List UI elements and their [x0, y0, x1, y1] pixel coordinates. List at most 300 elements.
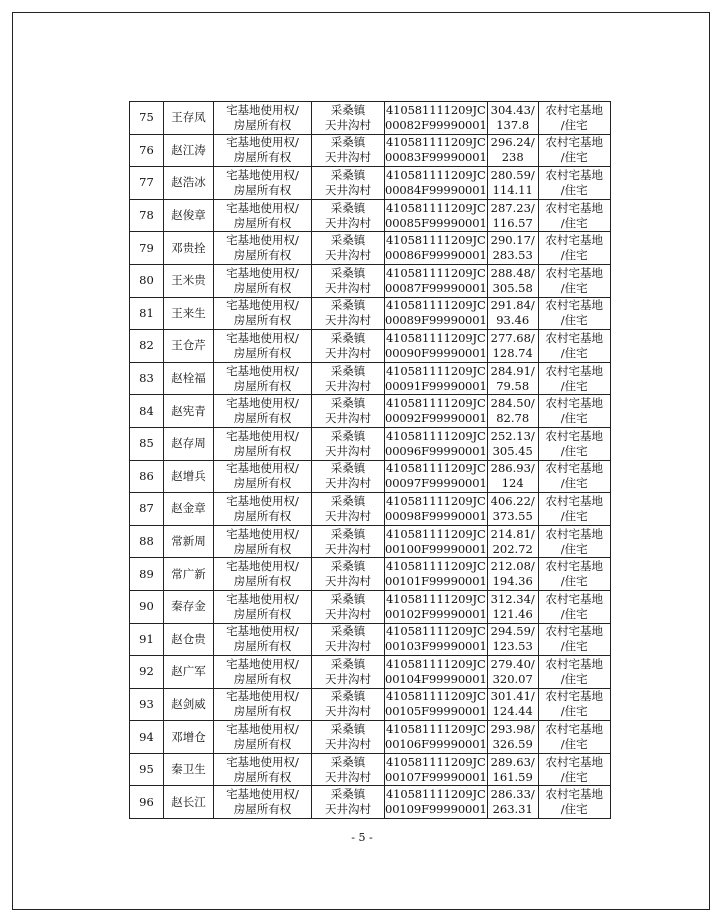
cell-usage-line: 农村宅基地 — [545, 754, 603, 769]
cell-area — [487, 525, 538, 558]
cell-right-type-line: 宅基地使用权/ — [226, 656, 299, 671]
cell-usage-line: 农村宅基地 — [545, 330, 603, 345]
cell-unit-code — [385, 330, 488, 363]
cell-unit-code-line: 00102F99990001 — [385, 606, 487, 621]
cell-number — [130, 493, 164, 526]
cell-area-line: 212.08/ — [490, 559, 535, 574]
cell-usage-line: /住宅 — [560, 574, 588, 589]
cell-usage — [538, 362, 610, 395]
cell-unit-code — [385, 427, 488, 460]
cell-owner-name — [164, 362, 214, 395]
cell-usage-line: /住宅 — [560, 150, 588, 165]
cell-area-line: 238 — [501, 150, 524, 165]
table-row — [130, 623, 611, 656]
cell-owner-name-line: 常新周 — [171, 534, 206, 549]
cell-location — [312, 460, 385, 493]
cell-unit-code — [385, 623, 488, 656]
cell-location-line: 采桑镇 — [330, 493, 366, 508]
cell-area-line: 123.53 — [492, 639, 533, 654]
cell-number-line: 75 — [139, 110, 154, 125]
cell-unit-code-line: 00109F99990001 — [385, 802, 487, 817]
cell-area — [487, 493, 538, 526]
cell-area-line: 294.59/ — [490, 624, 535, 639]
cell-location — [312, 102, 385, 135]
cell-usage-line: 农村宅基地 — [545, 298, 603, 313]
cell-unit-code — [385, 297, 488, 330]
cell-right-type-line: 房屋所有权 — [233, 769, 292, 784]
cell-unit-code — [385, 786, 488, 819]
cell-area-line: 304.43/ — [490, 102, 535, 117]
cell-right-type-line: 房屋所有权 — [233, 345, 292, 360]
cell-unit-code — [385, 395, 488, 428]
cell-owner-name — [164, 232, 214, 265]
table-row — [130, 297, 611, 330]
cell-area — [487, 590, 538, 623]
cell-right-type-line: 房屋所有权 — [233, 541, 292, 556]
cell-area-line: 214.81/ — [490, 526, 535, 541]
cell-area-line: 252.13/ — [490, 428, 535, 443]
table-row — [130, 330, 611, 363]
cell-owner-name — [164, 167, 214, 200]
cell-location — [312, 753, 385, 786]
cell-area — [487, 297, 538, 330]
cell-area-line: 124.44 — [492, 704, 533, 719]
cell-right-type-line: 宅基地使用权/ — [226, 559, 299, 574]
cell-location — [312, 590, 385, 623]
cell-owner-name-line: 秦存金 — [171, 599, 206, 614]
cell-location-line: 采桑镇 — [330, 265, 366, 280]
table-row — [130, 232, 611, 265]
cell-unit-code — [385, 264, 488, 297]
cell-unit-code-line: 00104F99990001 — [385, 671, 487, 686]
cell-right-type-line: 房屋所有权 — [233, 671, 292, 686]
cell-number — [130, 102, 164, 135]
cell-unit-code-line: 410581111209JC — [385, 233, 486, 248]
cell-owner-name-line: 赵俊章 — [171, 208, 206, 223]
cell-unit-code-line: 00098F99990001 — [385, 508, 487, 523]
cell-number — [130, 623, 164, 656]
cell-right-type-line: 宅基地使用权/ — [226, 298, 299, 313]
cell-location-line: 天井沟村 — [325, 345, 371, 360]
cell-owner-name-line: 王来生 — [171, 305, 206, 320]
cell-owner-name — [164, 427, 214, 460]
cell-usage-line: 农村宅基地 — [545, 135, 603, 150]
cell-location-line: 天井沟村 — [325, 541, 371, 556]
cell-location — [312, 297, 385, 330]
cell-right-type-line: 宅基地使用权/ — [226, 526, 299, 541]
table-row — [130, 493, 611, 526]
cell-location-line: 天井沟村 — [325, 769, 371, 784]
table-row — [130, 427, 611, 460]
cell-owner-name — [164, 656, 214, 689]
cell-right-type-line: 房屋所有权 — [233, 117, 292, 132]
cell-owner-name — [164, 330, 214, 363]
cell-right-type — [214, 656, 312, 689]
cell-usage — [538, 688, 610, 721]
cell-area-line: 284.91/ — [490, 363, 535, 378]
cell-unit-code-line: 00100F99990001 — [385, 541, 487, 556]
cell-owner-name-line: 赵存周 — [171, 436, 206, 451]
cell-location-line: 天井沟村 — [325, 248, 371, 263]
cell-location-line: 天井沟村 — [325, 606, 371, 621]
cell-location-line: 采桑镇 — [330, 135, 366, 150]
cell-unit-code-line: 410581111209JC — [385, 135, 486, 150]
cell-right-type-line: 房屋所有权 — [233, 182, 292, 197]
cell-area-line: 114.11 — [492, 182, 533, 197]
cell-unit-code-line: 410581111209JC — [385, 167, 486, 182]
cell-unit-code-line: 410581111209JC — [385, 787, 486, 802]
cell-unit-code — [385, 362, 488, 395]
cell-owner-name — [164, 753, 214, 786]
cell-usage-line: /住宅 — [560, 378, 588, 393]
cell-unit-code-line: 410581111209JC — [385, 363, 486, 378]
cell-usage — [538, 558, 610, 591]
cell-number-line: 86 — [139, 468, 154, 483]
cell-right-type-line: 宅基地使用权/ — [226, 102, 299, 117]
cell-unit-code-line: 410581111209JC — [385, 330, 486, 345]
table-row — [130, 721, 611, 754]
cell-area-line: 301.41/ — [490, 689, 535, 704]
cell-usage-line: /住宅 — [560, 476, 588, 491]
cell-unit-code-line: 00084F99990001 — [385, 182, 487, 197]
cell-right-type-line: 房屋所有权 — [233, 313, 292, 328]
cell-unit-code-line: 410581111209JC — [385, 689, 486, 704]
cell-area-line: 280.59/ — [490, 167, 535, 182]
cell-owner-name-line: 王米贵 — [171, 273, 206, 288]
cell-usage — [538, 297, 610, 330]
cell-usage — [538, 753, 610, 786]
cell-usage-line: /住宅 — [560, 606, 588, 621]
cell-area-line: 288.48/ — [490, 265, 535, 280]
cell-usage-line: /住宅 — [560, 443, 588, 458]
cell-right-type-line: 房屋所有权 — [233, 476, 292, 491]
cell-unit-code-line: 410581111209JC — [385, 624, 486, 639]
table-row — [130, 102, 611, 135]
cell-unit-code-line: 410581111209JC — [385, 559, 486, 574]
cell-owner-name-line: 赵浩冰 — [171, 175, 206, 190]
table-body — [130, 102, 611, 819]
cell-location — [312, 656, 385, 689]
cell-usage-line: 农村宅基地 — [545, 363, 603, 378]
cell-location-line: 天井沟村 — [325, 215, 371, 230]
cell-location — [312, 232, 385, 265]
cell-unit-code-line: 00091F99990001 — [385, 378, 487, 393]
cell-owner-name — [164, 134, 214, 167]
cell-usage — [538, 427, 610, 460]
cell-number — [130, 199, 164, 232]
cell-area — [487, 395, 538, 428]
cell-usage-line: /住宅 — [560, 313, 588, 328]
cell-usage — [538, 590, 610, 623]
cell-number — [130, 656, 164, 689]
cell-number-line: 78 — [139, 208, 154, 223]
cell-unit-code-line: 410581111209JC — [385, 591, 486, 606]
cell-area-line: 79.58 — [496, 378, 530, 393]
cell-owner-name — [164, 525, 214, 558]
table-row — [130, 134, 611, 167]
cell-location — [312, 330, 385, 363]
cell-usage-line: /住宅 — [560, 117, 588, 132]
cell-unit-code-line: 410581111209JC — [385, 722, 486, 737]
cell-right-type — [214, 395, 312, 428]
cell-owner-name-line: 赵宪青 — [171, 403, 206, 418]
cell-location — [312, 199, 385, 232]
cell-usage-line: 农村宅基地 — [545, 689, 603, 704]
cell-number — [130, 460, 164, 493]
cell-right-type — [214, 721, 312, 754]
cell-unit-code-line: 00090F99990001 — [385, 345, 487, 360]
cell-area-line: 373.55 — [492, 508, 533, 523]
cell-location-line: 天井沟村 — [325, 476, 371, 491]
cell-owner-name-line: 赵江涛 — [171, 142, 206, 157]
cell-unit-code — [385, 167, 488, 200]
cell-location-line: 采桑镇 — [330, 363, 366, 378]
cell-usage — [538, 134, 610, 167]
cell-right-type-line: 宅基地使用权/ — [226, 330, 299, 345]
cell-number — [130, 167, 164, 200]
cell-unit-code-line: 00097F99990001 — [385, 476, 487, 491]
cell-number — [130, 264, 164, 297]
cell-owner-name — [164, 786, 214, 819]
cell-area-line: 284.50/ — [490, 396, 535, 411]
cell-usage — [538, 656, 610, 689]
cell-location — [312, 427, 385, 460]
cell-usage-line: /住宅 — [560, 508, 588, 523]
cell-unit-code-line: 410581111209JC — [385, 461, 486, 476]
cell-location — [312, 688, 385, 721]
cell-right-type — [214, 427, 312, 460]
cell-owner-name — [164, 395, 214, 428]
cell-usage-line: 农村宅基地 — [545, 559, 603, 574]
cell-location — [312, 362, 385, 395]
cell-right-type — [214, 460, 312, 493]
cell-owner-name — [164, 102, 214, 135]
cell-area-line: 82.78 — [496, 411, 530, 426]
cell-number — [130, 362, 164, 395]
cell-owner-name-line: 赵仓贵 — [171, 631, 206, 646]
cell-number-line: 93 — [139, 696, 154, 711]
cell-right-type-line: 宅基地使用权/ — [226, 461, 299, 476]
cell-location-line: 采桑镇 — [330, 396, 366, 411]
cell-usage-line: /住宅 — [560, 345, 588, 360]
cell-location-line: 天井沟村 — [325, 639, 371, 654]
cell-unit-code-line: 410581111209JC — [385, 298, 486, 313]
cell-unit-code-line: 00096F99990001 — [385, 443, 487, 458]
cell-location-line: 采桑镇 — [330, 689, 366, 704]
cell-usage — [538, 264, 610, 297]
cell-usage-line: /住宅 — [560, 671, 588, 686]
cell-owner-name-line: 邓贵拴 — [171, 240, 206, 255]
cell-area-line: 287.23/ — [490, 200, 535, 215]
cell-owner-name-line: 赵金章 — [171, 501, 206, 516]
cell-right-type-line: 宅基地使用权/ — [226, 689, 299, 704]
cell-usage-line: /住宅 — [560, 182, 588, 197]
cell-location-line: 天井沟村 — [325, 704, 371, 719]
table-row — [130, 753, 611, 786]
cell-number-line: 79 — [139, 240, 154, 255]
cell-number — [130, 558, 164, 591]
cell-area-line: 124 — [501, 476, 524, 491]
cell-number-line: 94 — [139, 729, 154, 744]
cell-usage-line: 农村宅基地 — [545, 265, 603, 280]
cell-location-line: 天井沟村 — [325, 443, 371, 458]
cell-usage-line: /住宅 — [560, 769, 588, 784]
cell-usage-line: 农村宅基地 — [545, 591, 603, 606]
cell-usage — [538, 786, 610, 819]
cell-unit-code-line: 410581111209JC — [385, 102, 486, 117]
cell-location-line: 天井沟村 — [325, 150, 371, 165]
cell-area — [487, 167, 538, 200]
cell-right-type — [214, 362, 312, 395]
cell-unit-code — [385, 753, 488, 786]
cell-owner-name-line: 赵增兵 — [171, 468, 206, 483]
cell-owner-name — [164, 558, 214, 591]
cell-right-type — [214, 297, 312, 330]
cell-usage — [538, 493, 610, 526]
cell-usage-line: 农村宅基地 — [545, 624, 603, 639]
cell-number — [130, 753, 164, 786]
cell-usage-line: /住宅 — [560, 639, 588, 654]
cell-unit-code-line: 410581111209JC — [385, 754, 486, 769]
cell-right-type-line: 宅基地使用权/ — [226, 135, 299, 150]
page-number: - 5 - — [351, 831, 373, 844]
cell-area — [487, 623, 538, 656]
cell-area-line: 320.07 — [492, 671, 533, 686]
cell-unit-code — [385, 656, 488, 689]
cell-usage-line: /住宅 — [560, 280, 588, 295]
cell-right-type-line: 房屋所有权 — [233, 411, 292, 426]
cell-number — [130, 232, 164, 265]
cell-number — [130, 427, 164, 460]
cell-owner-name-line: 赵栓福 — [171, 371, 206, 386]
cell-area — [487, 460, 538, 493]
table-row — [130, 656, 611, 689]
cell-area — [487, 721, 538, 754]
cell-number-line: 88 — [139, 534, 154, 549]
cell-area — [487, 134, 538, 167]
cell-location — [312, 264, 385, 297]
cell-owner-name-line: 王仓芹 — [171, 338, 206, 353]
cell-area-line: 279.40/ — [490, 656, 535, 671]
table-row — [130, 199, 611, 232]
cell-number — [130, 786, 164, 819]
cell-area — [487, 786, 538, 819]
cell-area-line: 283.53 — [492, 248, 533, 263]
cell-number — [130, 395, 164, 428]
cell-unit-code — [385, 590, 488, 623]
cell-area-line: 202.72 — [492, 541, 533, 556]
cell-location-line: 天井沟村 — [325, 574, 371, 589]
cell-unit-code — [385, 525, 488, 558]
cell-unit-code — [385, 460, 488, 493]
cell-usage-line: /住宅 — [560, 215, 588, 230]
cell-unit-code-line: 410581111209JC — [385, 656, 486, 671]
cell-location-line: 采桑镇 — [330, 722, 366, 737]
cell-unit-code-line: 410581111209JC — [385, 526, 486, 541]
cell-number — [130, 525, 164, 558]
cell-number — [130, 590, 164, 623]
cell-location-line: 采桑镇 — [330, 167, 366, 182]
cell-unit-code-line: 00107F99990001 — [385, 769, 487, 784]
cell-location-line: 天井沟村 — [325, 182, 371, 197]
table-row — [130, 395, 611, 428]
cell-location-line: 采桑镇 — [330, 233, 366, 248]
cell-area-line: 277.68/ — [490, 330, 535, 345]
cell-unit-code-line: 410581111209JC — [385, 428, 486, 443]
table-row — [130, 167, 611, 200]
cell-right-type-line: 宅基地使用权/ — [226, 493, 299, 508]
cell-usage — [538, 232, 610, 265]
cell-usage-line: /住宅 — [560, 248, 588, 263]
cell-location-line: 采桑镇 — [330, 559, 366, 574]
cell-area — [487, 199, 538, 232]
cell-usage-line: 农村宅基地 — [545, 461, 603, 476]
cell-area-line: 263.31 — [492, 802, 533, 817]
cell-right-type — [214, 688, 312, 721]
cell-location-line: 天井沟村 — [325, 671, 371, 686]
cell-location-line: 天井沟村 — [325, 802, 371, 817]
cell-area — [487, 232, 538, 265]
cell-right-type — [214, 264, 312, 297]
cell-area — [487, 688, 538, 721]
cell-owner-name — [164, 264, 214, 297]
cell-location — [312, 395, 385, 428]
cell-right-type-line: 房屋所有权 — [233, 606, 292, 621]
cell-usage-line: 农村宅基地 — [545, 526, 603, 541]
cell-location-line: 采桑镇 — [330, 298, 366, 313]
cell-location — [312, 493, 385, 526]
table-row — [130, 558, 611, 591]
table-row — [130, 362, 611, 395]
cell-right-type-line: 宅基地使用权/ — [226, 396, 299, 411]
cell-area-line: 137.8 — [496, 117, 530, 132]
cell-number-line: 76 — [139, 142, 154, 157]
cell-area-line: 161.59 — [492, 769, 533, 784]
cell-area — [487, 362, 538, 395]
cell-unit-code-line: 410581111209JC — [385, 493, 486, 508]
cell-owner-name-line: 赵剑威 — [171, 696, 206, 711]
cell-owner-name-line: 常广新 — [171, 566, 206, 581]
cell-location — [312, 786, 385, 819]
cell-right-type-line: 宅基地使用权/ — [226, 363, 299, 378]
cell-right-type — [214, 232, 312, 265]
cell-right-type — [214, 167, 312, 200]
cell-unit-code-line: 00092F99990001 — [385, 411, 487, 426]
cell-area-line: 293.98/ — [490, 722, 535, 737]
cell-number — [130, 134, 164, 167]
cell-unit-code-line: 00105F99990001 — [385, 704, 487, 719]
cell-owner-name-line: 王存凤 — [171, 110, 206, 125]
cell-area — [487, 753, 538, 786]
cell-number — [130, 330, 164, 363]
cell-location-line: 天井沟村 — [325, 411, 371, 426]
cell-location — [312, 167, 385, 200]
cell-usage — [538, 460, 610, 493]
cell-unit-code-line: 410581111209JC — [385, 200, 486, 215]
cell-area — [487, 330, 538, 363]
cell-right-type-line: 房屋所有权 — [233, 802, 292, 817]
cell-area — [487, 656, 538, 689]
cell-number-line: 81 — [139, 305, 154, 320]
cell-unit-code — [385, 721, 488, 754]
cell-right-type-line: 房屋所有权 — [233, 215, 292, 230]
cell-unit-code-line: 00083F99990001 — [385, 150, 487, 165]
cell-unit-code-line: 00087F99990001 — [385, 280, 487, 295]
cell-area-line: 406.22/ — [490, 493, 535, 508]
cell-area — [487, 102, 538, 135]
cell-location-line: 采桑镇 — [330, 102, 366, 117]
cell-right-type-line: 房屋所有权 — [233, 280, 292, 295]
